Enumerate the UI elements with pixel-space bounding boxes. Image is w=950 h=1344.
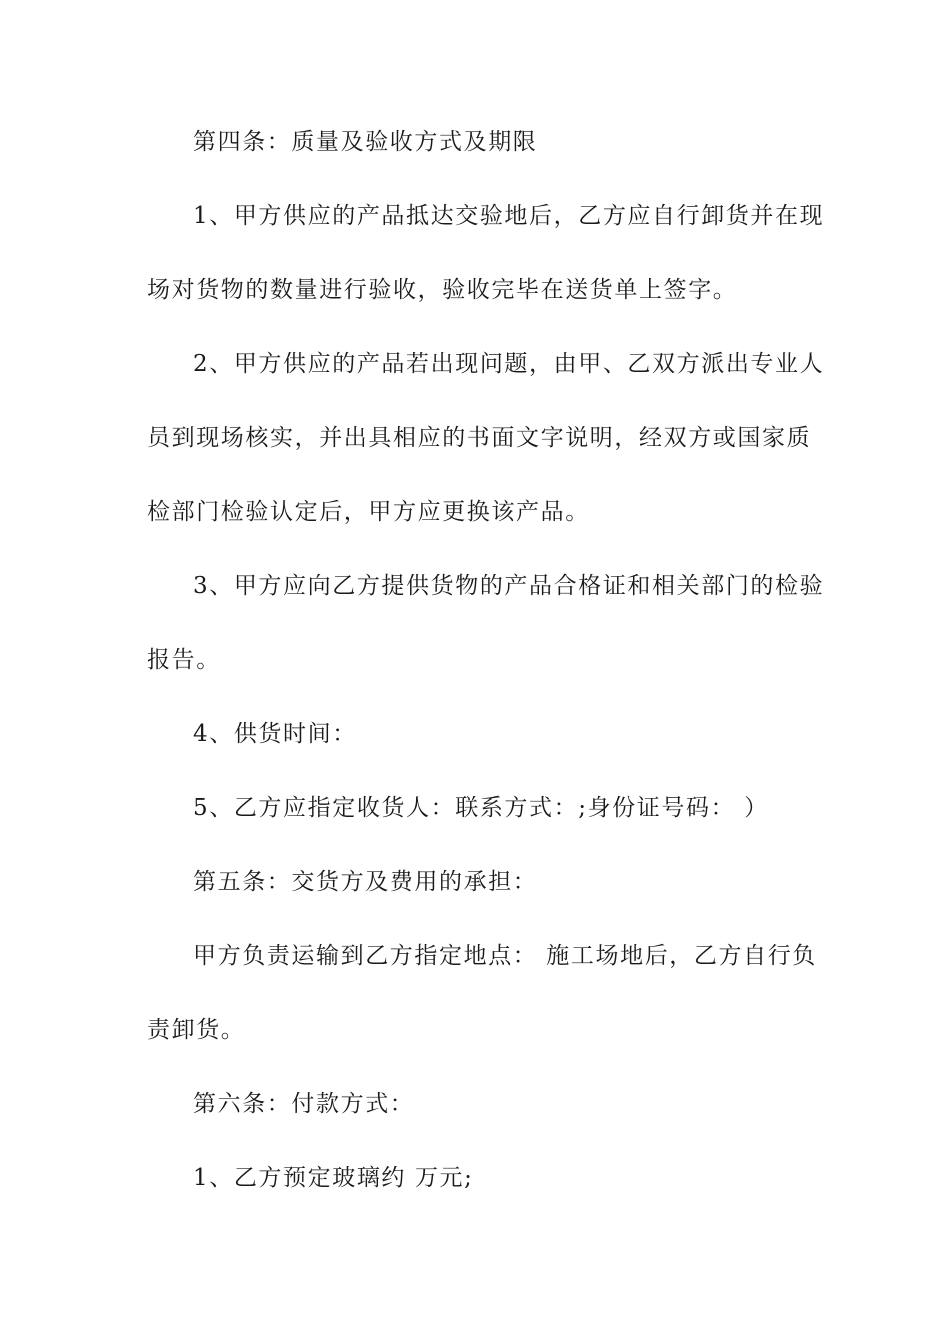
article-4-clause-2-line-3: 检部门检验认定后，甲方应更换该产品。 [147,499,590,525]
article-5-heading: 第五条：交货方及费用的承担： [193,869,538,895]
article-4-clause-3-line-2: 报告。 [147,647,221,673]
article-6-clause-1: 1、乙方预定玻璃约 万元; [193,1165,474,1191]
article-4-clause-2-line-2: 员到现场核实，并出具相应的书面文字说明，经双方或国家质 [147,425,812,451]
article-4-heading: 第四条：质量及验收方式及期限 [193,129,538,155]
article-5-body-line-2: 责卸货。 [147,1017,246,1043]
article-4-clause-3-line-1: 3、甲方应向乙方提供货物的产品合格证和相关部门的检验 [193,573,825,599]
article-4-clause-1-line-1: 1、甲方供应的产品抵达交验地后，乙方应自行卸货并在现 [193,203,825,229]
article-4-clause-5: 5、乙方应指定收货人：联系方式：;身份证号码： ） [193,795,769,821]
article-4-clause-2-line-1: 2、甲方供应的产品若出现问题，由甲、乙双方派出专业人 [193,351,825,377]
document-body [147,129,825,1240]
article-4-clause-4: 4、供货时间： [193,721,357,747]
article-6-heading: 第六条：付款方式： [193,1091,415,1117]
article-4-clause-1-line-2: 场对货物的数量进行验收，验收完毕在送货单上签字。 [147,277,738,303]
article-5-body-line-1: 甲方负责运输到乙方指定地点： 施工场地后，乙方自行负 [193,943,817,969]
